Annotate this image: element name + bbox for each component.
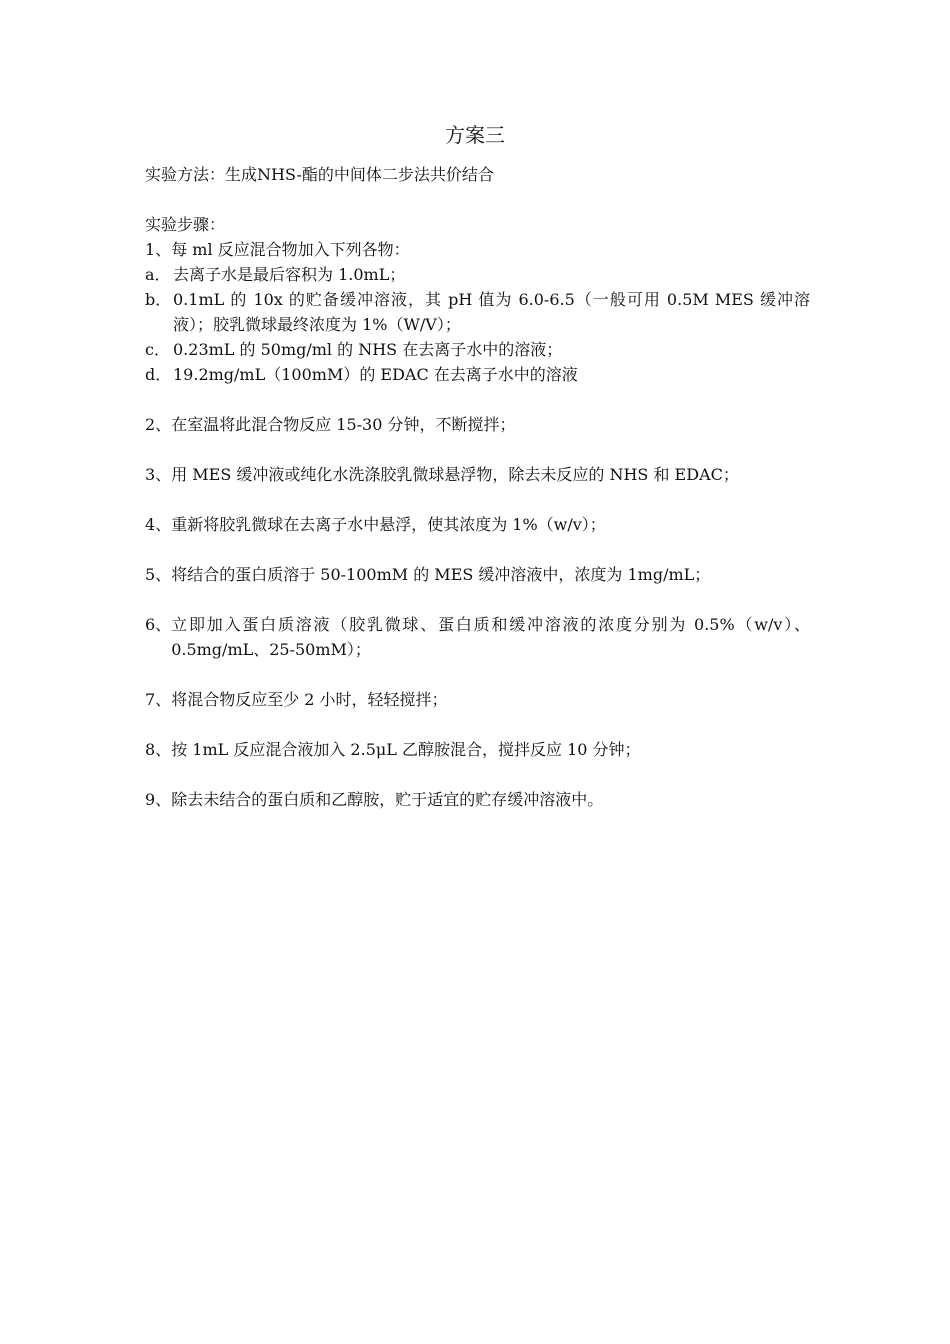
step-6	[145, 612, 810, 662]
sub-item-a	[145, 262, 810, 287]
step-2	[145, 412, 810, 437]
step-text: 每 ml 反应混合物加入下列各物：	[171, 240, 410, 259]
sub-item-marker: b．	[145, 290, 172, 309]
sub-item-marker: a．	[145, 265, 171, 284]
step-4	[145, 512, 810, 537]
sub-item-marker: d．	[145, 365, 172, 384]
sub-item-b	[145, 287, 810, 337]
method-line: 实验方法：生成NHS-酯的中间体二步法共价结合	[145, 165, 494, 184]
step-marker: 8、	[145, 740, 172, 759]
step-9	[145, 787, 810, 812]
step-text: 除去未结合的蛋白质和乙醇胺，贮于适宜的贮存缓冲溶液中。	[171, 790, 604, 809]
sub-item-text: 19.2mg/mL（100mM）的 EDAC 在去离子水中的溶液	[173, 365, 578, 384]
document-body	[145, 162, 810, 812]
steps-heading: 实验步骤：	[145, 215, 226, 234]
step-text: 将结合的蛋白质溶于 50-100mM 的 MES 缓冲溶液中，浓度为 1mg/mL；	[171, 565, 711, 584]
step-marker: 4、	[145, 515, 172, 534]
step-marker: 3、	[145, 465, 172, 484]
step-text: 按 1mL 反应混合液加入 2.5μL 乙醇胺混合，搅拌反应 10 分钟；	[171, 740, 641, 759]
step-marker: 5、	[145, 565, 172, 584]
step-marker: 2、	[145, 415, 172, 434]
step-8	[145, 737, 810, 762]
step-3	[145, 462, 810, 487]
sub-item-marker: c．	[145, 340, 170, 359]
step-text: 立即加入蛋白质溶液（胶乳微球、蛋白质和缓冲溶液的浓度分别为 0.5%（w/v）、0.5mg/mL、25-50mM）；	[171, 615, 810, 659]
step-1	[145, 237, 810, 262]
step-marker: 6、	[145, 615, 172, 634]
sub-item-text: 0.23mL 的 50mg/ml 的 NHS 在去离子水中的溶液；	[173, 340, 563, 359]
step-text: 重新将胶乳微球在去离子水中悬浮，使其浓度为 1%（w/v）；	[171, 515, 606, 534]
sub-item-d	[145, 362, 810, 387]
step-text: 用 MES 缓冲液或纯化水洗涤胶乳微球悬浮物，除去未反应的 NHS 和 EDAC；	[171, 465, 739, 484]
step-marker: 9、	[145, 790, 172, 809]
sub-item-text: 0.1mL 的 10x 的贮备缓冲溶液，其 pH 值为 6.0-6.5（一般可用 0.5M MES 缓冲溶液）；胶乳微球最终浓度为 1%（W/V）；	[173, 290, 810, 334]
step-7	[145, 687, 810, 712]
sub-item-text: 去离子水是最后容积为 1.0mL；	[173, 265, 406, 284]
step-text: 将混合物反应至少 2 小时，轻轻搅拌；	[171, 690, 448, 709]
step-text: 在室温将此混合物反应 15-30 分钟，不断搅拌；	[171, 415, 516, 434]
document-title: 方案三	[445, 123, 505, 147]
step-5	[145, 562, 810, 587]
step-marker: 1、	[145, 240, 172, 259]
sub-item-c	[145, 337, 810, 362]
step-marker: 7、	[145, 690, 172, 709]
